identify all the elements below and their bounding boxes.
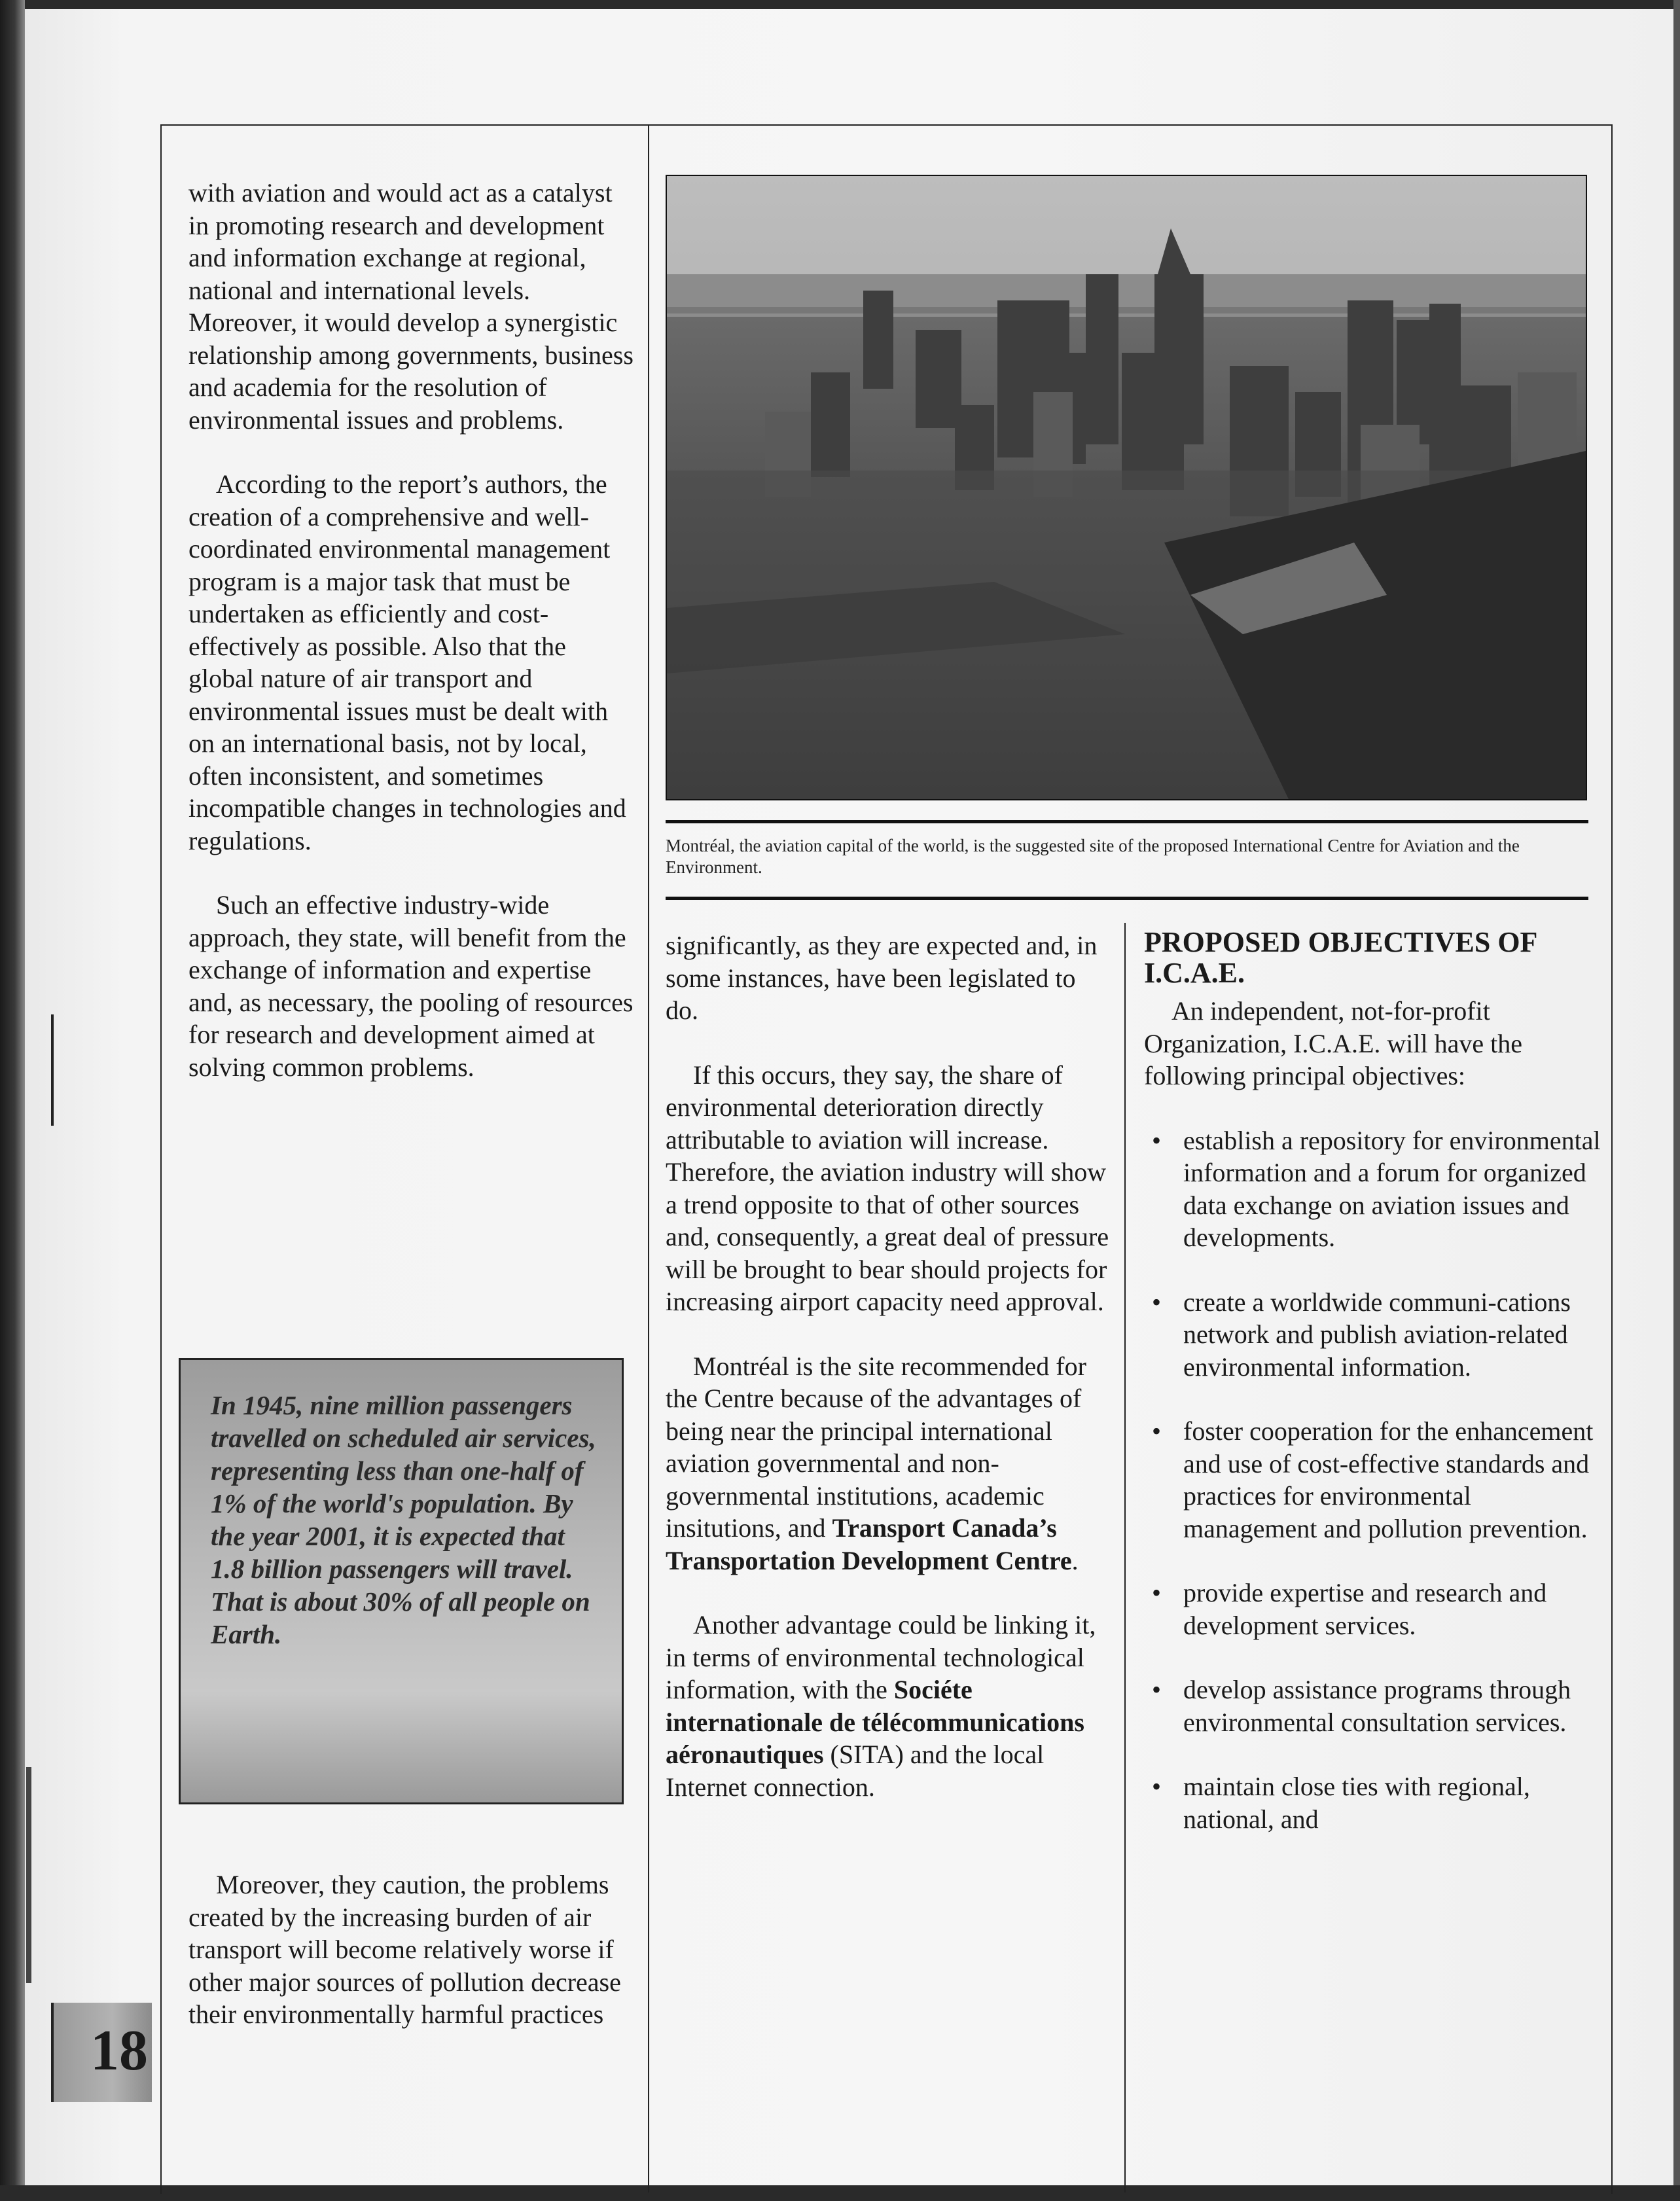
paragraph-text: Montréal is the site recommended for the Centre because of the advantages of being near the principal international aviation governmental and non-governmental institutions, academic insitutions, and xyxy=(666,1351,1086,1543)
column-rule xyxy=(1124,923,1126,2192)
bullet-icon: • xyxy=(1152,1125,1162,1155)
scan-top-edge xyxy=(0,0,1680,9)
bullet-icon: • xyxy=(1152,1416,1162,1446)
bullet-icon: • xyxy=(1152,1772,1162,1801)
list-item-text: develop assistance programs through environmental consultation services. xyxy=(1183,1675,1571,1737)
paragraph: Such an effective industry-wide approach, they state, will benefit from the exchange of information and expertise and, as necessary, the pooling of resources for research and development aimed at solving common problems. xyxy=(188,890,634,1082)
paragraph xyxy=(666,1350,1111,1577)
caption-top-rule xyxy=(666,820,1588,823)
scan-right-edge xyxy=(1673,0,1680,2201)
list-item xyxy=(1144,1673,1602,1738)
paragraph: Moreover, they caution, the problems created by the increasing burden of air transport will become relatively worse if other major sources of pollution decrease their environmentally harmful practices xyxy=(188,1870,621,2029)
list-item xyxy=(1144,1577,1602,1641)
paragraph: If this occurs, they say, the share of environmental deterioration directly attributable to aviation will increase. Therefore, the aviation industry will show a trend opposite to that of other sources and, consequently, a great deal of pressure will be brought to bear should projects for increasing airport capacity need approval. xyxy=(666,1060,1109,1316)
bold-organization-name: Sociéte internationale de télécommunications aéronautiques xyxy=(666,1675,1084,1769)
montreal-skyline-photo xyxy=(666,175,1587,800)
paragraph: According to the report’s authors, the creation of a comprehensive and well-coordinated environmental management program is a major task that must be undertaken as efficiently and cost-effectively as possible. Also that the global nature of air transport and environmental issues must be dealt with on an international basis, not by local, often inconsistent, and sometimes incompatible changes in technologies and regulations. xyxy=(188,469,626,855)
paragraph: An independent, not-for-profit Organization, I.C.A.E. will have the following principal objectives: xyxy=(1144,996,1523,1090)
section-heading: PROPOSED OBJECTIVES OF I.C.A.E. xyxy=(1144,926,1537,989)
column-3 xyxy=(1144,995,1602,1867)
list-item-text: maintain close ties with regional, national, and xyxy=(1183,1772,1530,1834)
binding-mark xyxy=(51,1014,54,1126)
pull-quote-text: In 1945, nine million passengers travelled on scheduled air services, representing less than one-half of 1% of the world's population. By the year 2001, it is expected that 1.8 billion passengers will travel. That is about 30% of all people on Earth. xyxy=(211,1390,596,1649)
list-item-text: establish a repository for environmental information and a forum for organized data exchange on aviation issues and developments. xyxy=(1183,1125,1601,1252)
column-rule xyxy=(648,124,649,2192)
page-number: 18 xyxy=(90,2019,148,2083)
column-1-continued xyxy=(188,1869,634,2063)
column-1 xyxy=(188,177,634,1115)
list-item xyxy=(1144,1124,1602,1254)
paragraph-text: (SITA) and the local Internet connection. xyxy=(666,1740,1045,1802)
list-item xyxy=(1144,1415,1602,1545)
list-item xyxy=(1144,1286,1602,1384)
paragraph-text: . xyxy=(1071,1545,1079,1575)
photo-caption: Montréal, the aviation capital of the world, is the suggested site of the proposed International Centre for Aviation and the Environment. xyxy=(666,836,1520,877)
paragraph: with aviation and would act as a catalyst in promoting research and development and information exchange at regional, national and international levels. Moreover, it would develop a synergistic relationship among governments, business and academia for the resolution of environmental issues and problems. xyxy=(188,178,634,435)
bullet-icon: • xyxy=(1152,1675,1162,1704)
pull-quote-box xyxy=(179,1358,624,1804)
scan-binding-edge xyxy=(0,0,25,2201)
column-2 xyxy=(666,929,1111,1835)
paragraph: significantly, as they are expected and, in some instances, have been legislated to do. xyxy=(666,931,1098,1025)
list-item-text: provide expertise and research and development services. xyxy=(1183,1578,1547,1640)
paragraph xyxy=(666,1609,1111,1803)
binding-mark xyxy=(26,1767,31,1983)
bullet-icon: • xyxy=(1152,1287,1162,1317)
paragraph-text: Another advantage could be linking it, in terms of environmental technological information, with the xyxy=(666,1610,1096,1704)
list-item-text: create a worldwide communi-cations network and publish aviation-related environmental information. xyxy=(1183,1287,1571,1382)
caption-bottom-rule xyxy=(666,897,1588,900)
list-item-text: foster cooperation for the enhancement and use of cost-effective standards and practices for environmental management and pollution prevention. xyxy=(1183,1416,1594,1543)
bold-organization-name: Transport Canada’s Transportation Development Centre xyxy=(666,1513,1072,1575)
list-item xyxy=(1144,1770,1602,1835)
objectives-list xyxy=(1144,1124,1602,1836)
photo-illustration xyxy=(667,176,1586,799)
bullet-icon: • xyxy=(1152,1578,1162,1607)
